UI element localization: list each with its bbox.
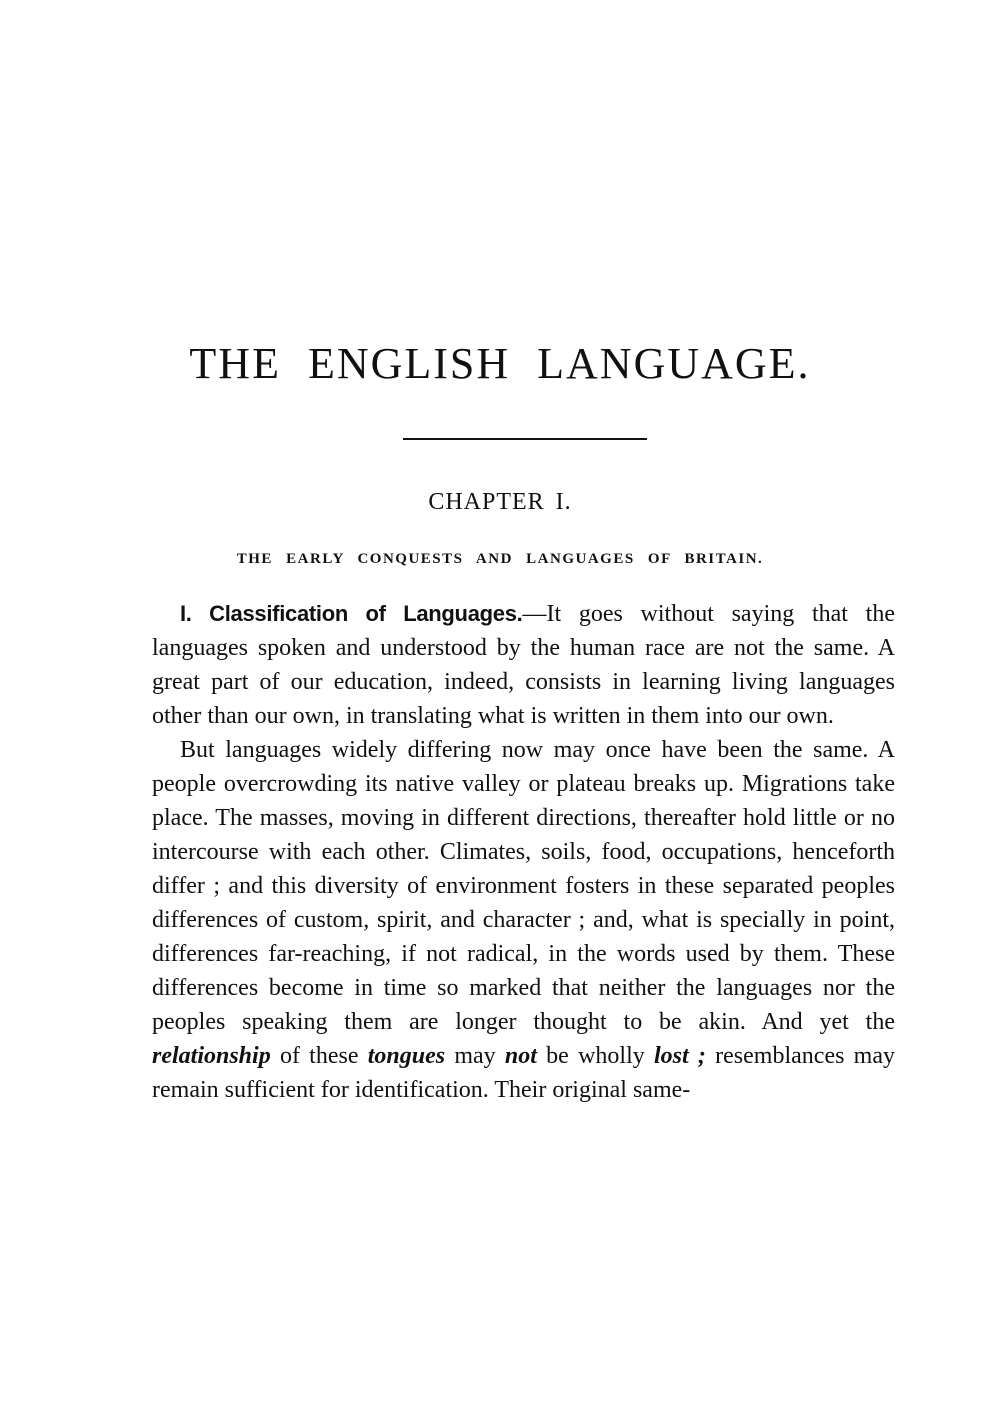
heading-dash: — (522, 601, 547, 627)
page-title: THE ENGLISH LANGUAGE. (189, 339, 811, 388)
body-text (152, 597, 895, 1107)
emphasis-lost: lost ; (654, 1043, 706, 1069)
chapter-subtitle: THE EARLY CONQUESTS AND LANGUAGES OF BRITAIN. (236, 551, 764, 567)
paragraph-2-text-c: may (445, 1043, 505, 1069)
paragraph-2-text-a: But languages widely differing now may once have been the same. A people overcrowding its native valley or plateau breaks up. Migrations take place. The masses, moving in different directions, thereafter hold little or no intercourse with each other. Climates, soils, food, occupations, henceforth differ ; and this diversity of environment fosters in these separated peoples differences of custom, spirit, and character ; and, what is specially in point, differences far-reaching, if not radical, in the words used by them. These differences become in time so marked that neither the languages nor the peoples speaking them are longer thought to be akin. And yet the (152, 737, 895, 1035)
title-rule (403, 438, 647, 440)
paragraph-2-text-b: of these (270, 1043, 368, 1069)
emphasis-relationship: relationship (152, 1043, 271, 1069)
paragraph-1-text: It goes without saying that the languages spoken and understood by the human race are not the same. A great part of our education, indeed, consists in learning living languages other than our own, in translating what is written in them into our own. (152, 601, 895, 729)
section-heading: I. Classification of Languages. (180, 601, 523, 626)
emphasis-tongues: tongues (367, 1043, 446, 1069)
emphasis-not: not (504, 1043, 537, 1069)
paragraph-2 (152, 733, 895, 1107)
paragraph-2-text-e: resemblances may remain sufficient for identification. Their original same- (152, 1043, 896, 1103)
chapter-heading: CHAPTER I. (428, 489, 572, 515)
paragraph-1 (152, 597, 895, 733)
paragraph-2-text-d: be wholly (536, 1043, 654, 1069)
